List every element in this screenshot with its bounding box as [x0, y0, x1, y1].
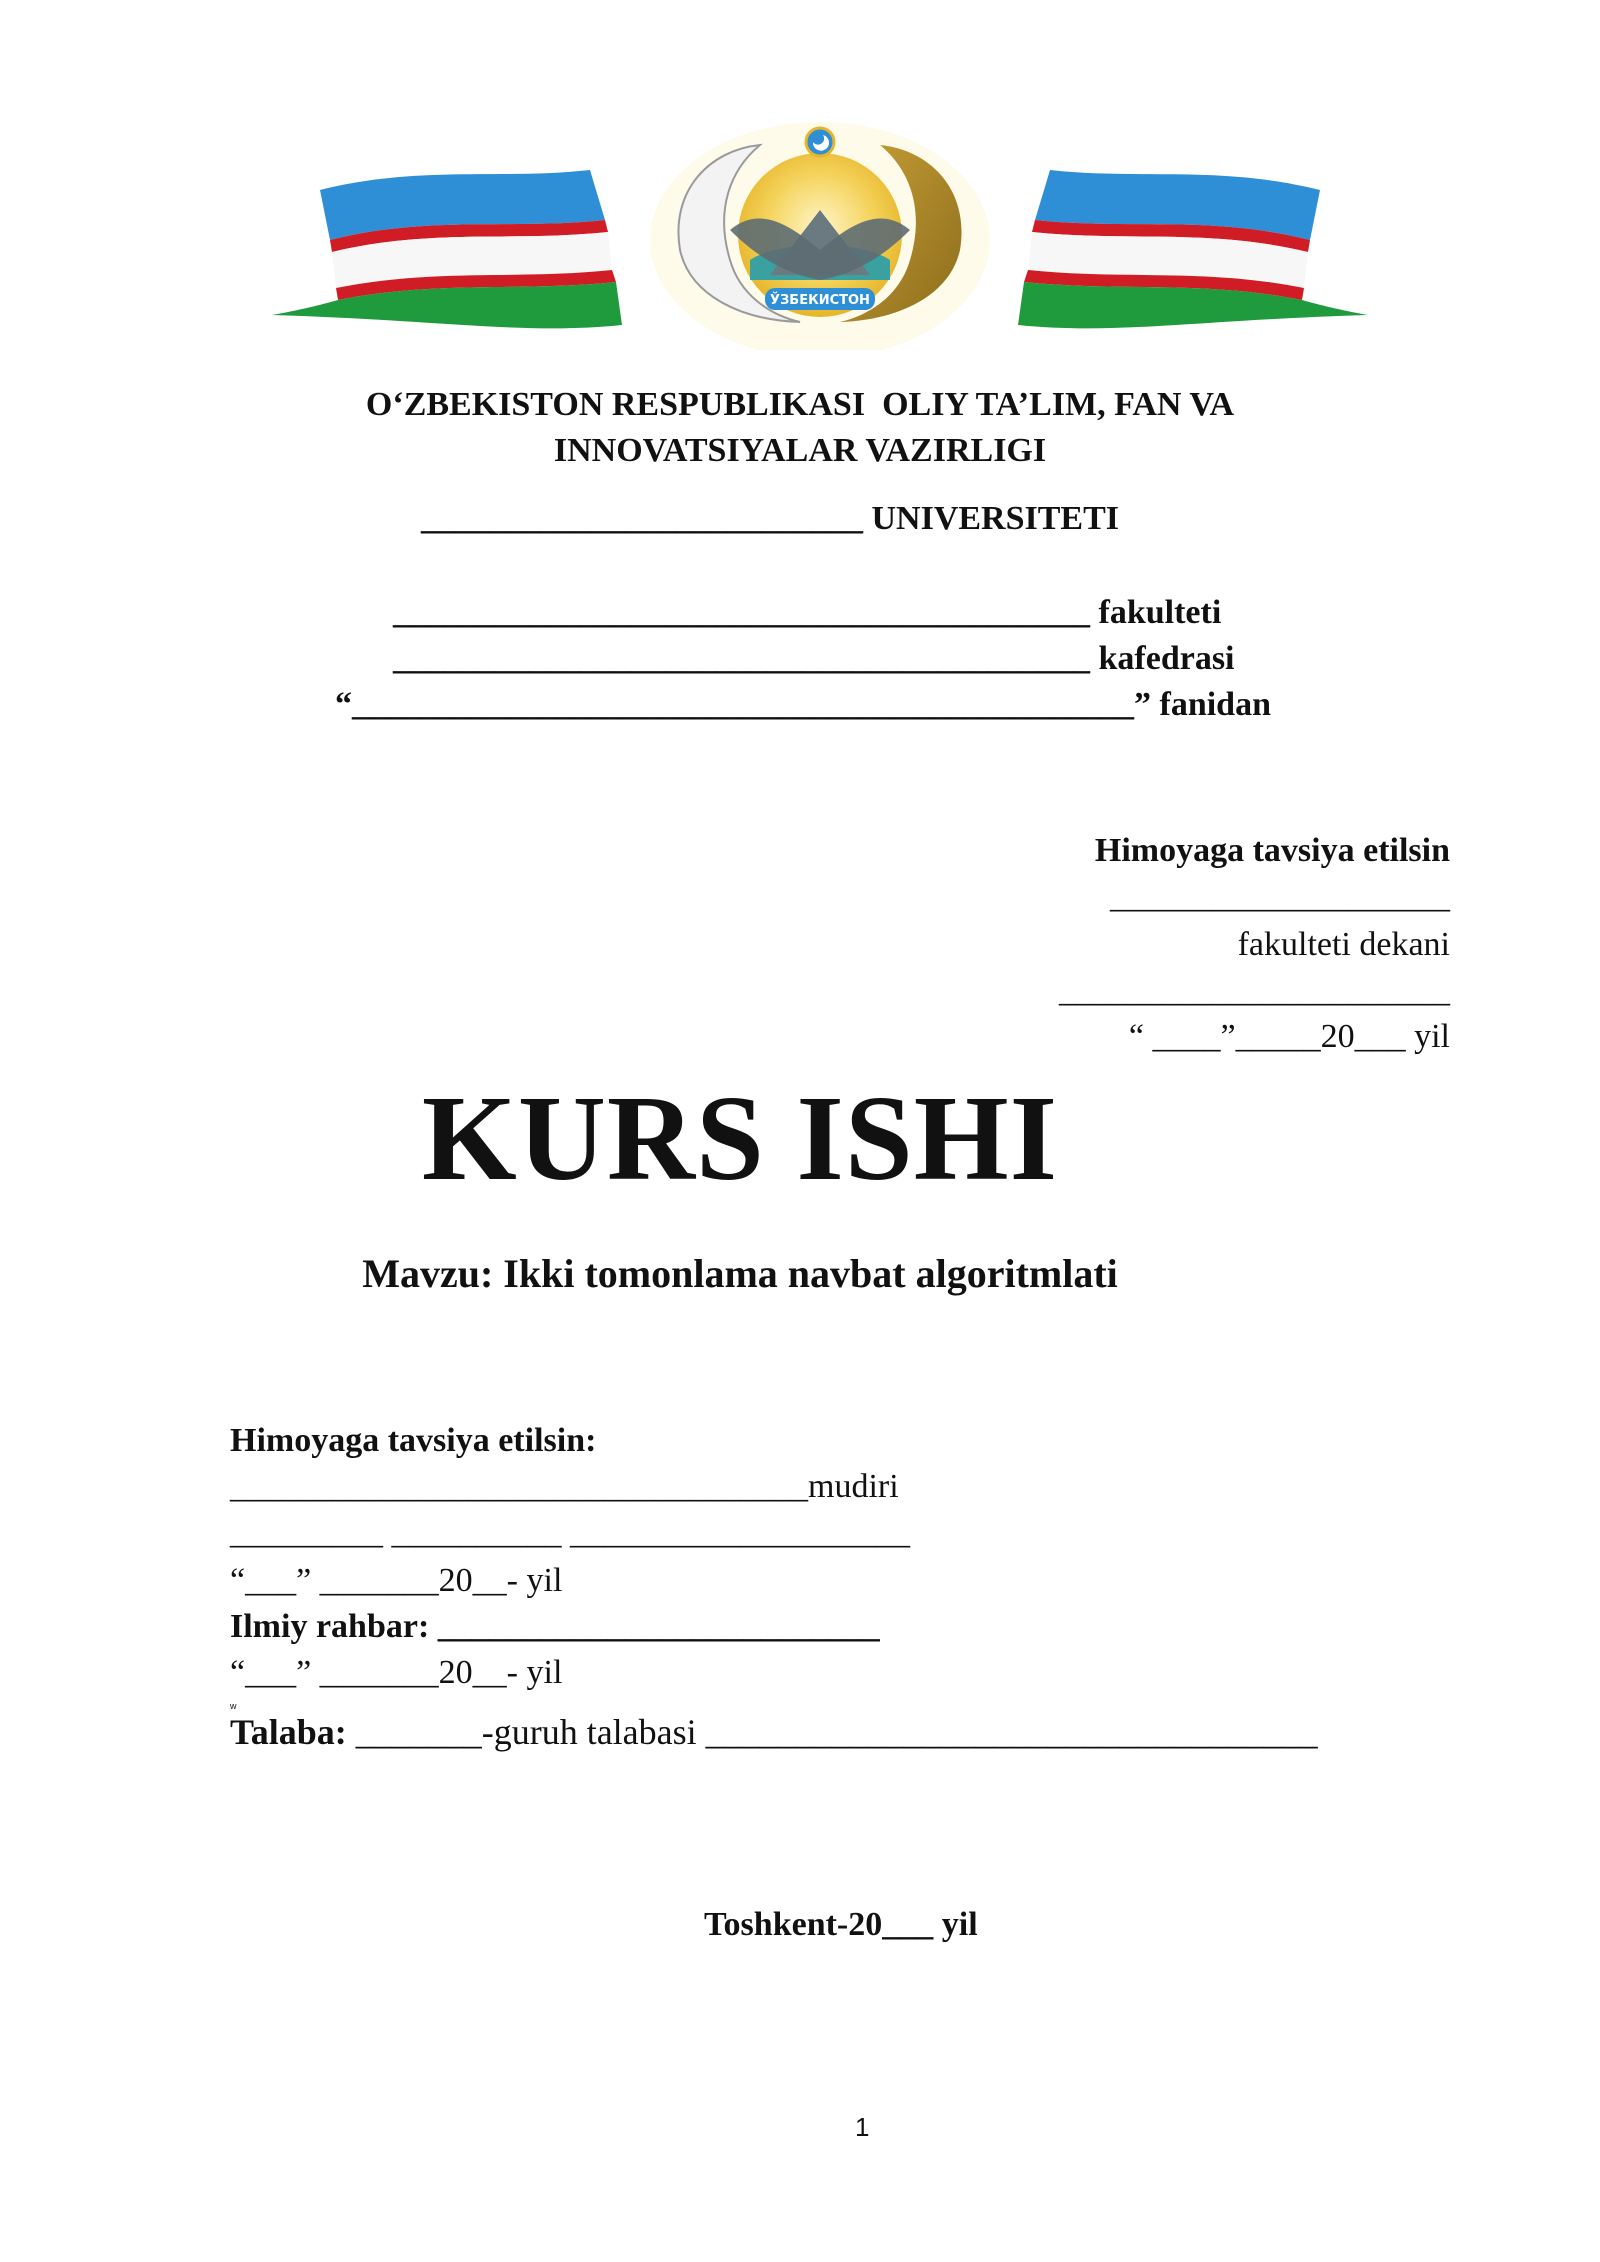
coat-of-arms-icon	[650, 122, 990, 350]
emblem-text: ЎЗБЕКИСТОН	[770, 293, 870, 308]
flag-right-icon	[1018, 170, 1368, 328]
university-line: __________________________ UNIVERSITETI	[420, 500, 1120, 537]
signature-line: _________ __________ ____________________	[230, 1514, 910, 1551]
department-head-line: __________________________________mudiri	[230, 1468, 899, 1505]
subject-line: “______________________________________________” fanidan	[335, 686, 1271, 723]
department-line: _________________________________________ kafedrasi	[393, 640, 1235, 677]
dean-role: fakulteti dekani	[1237, 926, 1450, 963]
dean-approval-heading: Himoyaga tavsiya etilsin	[1094, 832, 1450, 869]
dean-signature-line: _______________________	[1059, 972, 1450, 1009]
approval-date-1: “___” _______20__- yil	[230, 1562, 563, 1599]
city-year: Toshkent-20___ yil	[704, 1906, 978, 1943]
approval-date-2: “___” _______20__- yil	[230, 1654, 563, 1691]
student-group-line: _______-guruh talabasi __________________________________	[346, 1712, 1318, 1752]
student-label: Talaba:	[230, 1712, 347, 1752]
ministry-line-1: O‘ZBEKISTON RESPUBLIKASI OLIY TA’LIM, FAN VA	[365, 386, 1235, 423]
student-line	[230, 1714, 1318, 1750]
dean-date: “ ____”_____20___ yil	[1128, 1018, 1450, 1055]
page-number: 1	[855, 2112, 870, 2142]
flag-left-icon	[272, 170, 622, 328]
ministry-line-2: INNOVATSIYALAR VAZIRLIGI	[553, 432, 1047, 469]
approval-heading: Himoyaga tavsiya etilsin:	[230, 1422, 597, 1459]
dean-blank-line: ____________________	[1110, 878, 1450, 915]
small-mark: w	[230, 1701, 237, 1711]
document-title: KURS ISHI	[421, 1071, 1059, 1206]
topic-line: Mavzu: Ikki tomonlama navbat algoritmlati	[362, 1251, 1118, 1296]
state-emblem-flag-banner	[260, 110, 1380, 350]
faculty-line: _________________________________________ fakulteti	[393, 594, 1222, 631]
supervisor-line: Ilmiy rahbar: __________________________	[230, 1608, 880, 1645]
